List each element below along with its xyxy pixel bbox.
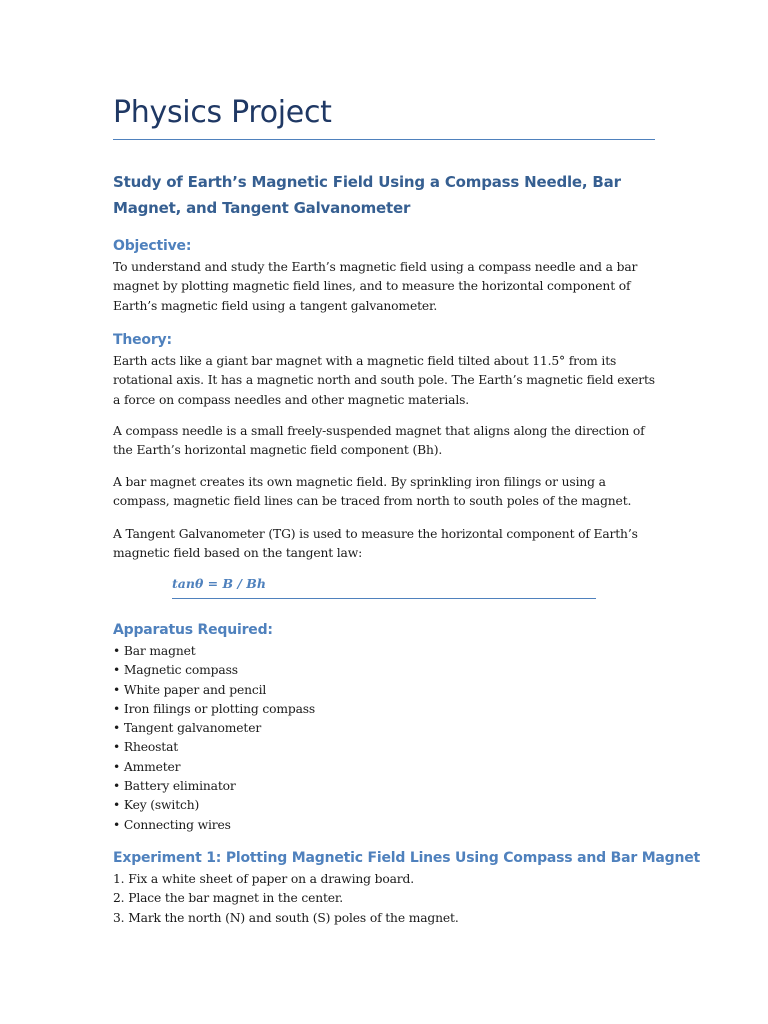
list-item: • Tangent galvanometer [113,721,262,736]
list-item: • Ammeter [113,759,181,774]
list-item: • Bar magnet [113,644,196,658]
tangent-law-formula: tanθ = B / Bh [172,576,266,591]
title-underline [113,139,655,140]
list-item: • Battery eliminator [113,779,236,794]
experiment1-heading: Experiment 1: Plotting Magnetic Field Lines Using Compass and Bar Magnet [113,850,701,866]
experiment1-steps [113,870,459,928]
document-title: Physics Project [113,95,332,130]
theory-heading: Theory: [113,332,172,348]
list-item: 2. Place the bar magnet in the center. [113,891,344,906]
list-item: • Iron filings or plotting compass [113,701,316,716]
objective-heading: Objective: [113,238,192,254]
theory-paragraph-3: A bar magnet creates its own magnetic field. By sprinkling iron filings or using a compass, magnetic field lines can be traced from north to south poles of the magnet. [113,475,632,509]
formula-underline [172,598,596,599]
theory-paragraph-2: A compass needle is a small freely-suspended magnet that aligns along the direction of the Earth’s horizontal magnetic field component (Bh). [113,424,645,458]
apparatus-list [113,642,315,835]
document-subtitle: Study of Earth’s Magnetic Field Using a Compass Needle, Bar Magnet, and Tangent Galvanometer [113,173,621,217]
list-item: 3. Mark the north (N) and south (S) poles of the magnet. [113,910,459,925]
theory-paragraph-1: Earth acts like a giant bar magnet with a magnetic field tilted about 11.5° from its rotational axis. It has a magnetic north and south pole. The Earth’s magnetic field exerts a force on compass needles and other magnetic materials. [113,354,655,407]
apparatus-heading: Apparatus Required: [113,622,273,638]
list-item: • Magnetic compass [113,663,238,678]
list-item: • White paper and pencil [113,682,267,697]
list-item: • Connecting wires [113,817,231,832]
list-item: • Rheostat [113,740,179,755]
list-item: • Key (switch) [113,798,200,813]
theory-paragraph-4: A Tangent Galvanometer (TG) is used to measure the horizontal component of Earth’s magnetic field based on the tangent law: [113,527,638,561]
objective-text: To understand and study the Earth’s magnetic field using a compass needle and a bar magnet by plotting magnetic field lines, and to measure the horizontal component of Earth’s magnetic field using a tangent galvanometer. [113,260,638,313]
list-item: 1. Fix a white sheet of paper on a drawing board. [113,872,414,886]
